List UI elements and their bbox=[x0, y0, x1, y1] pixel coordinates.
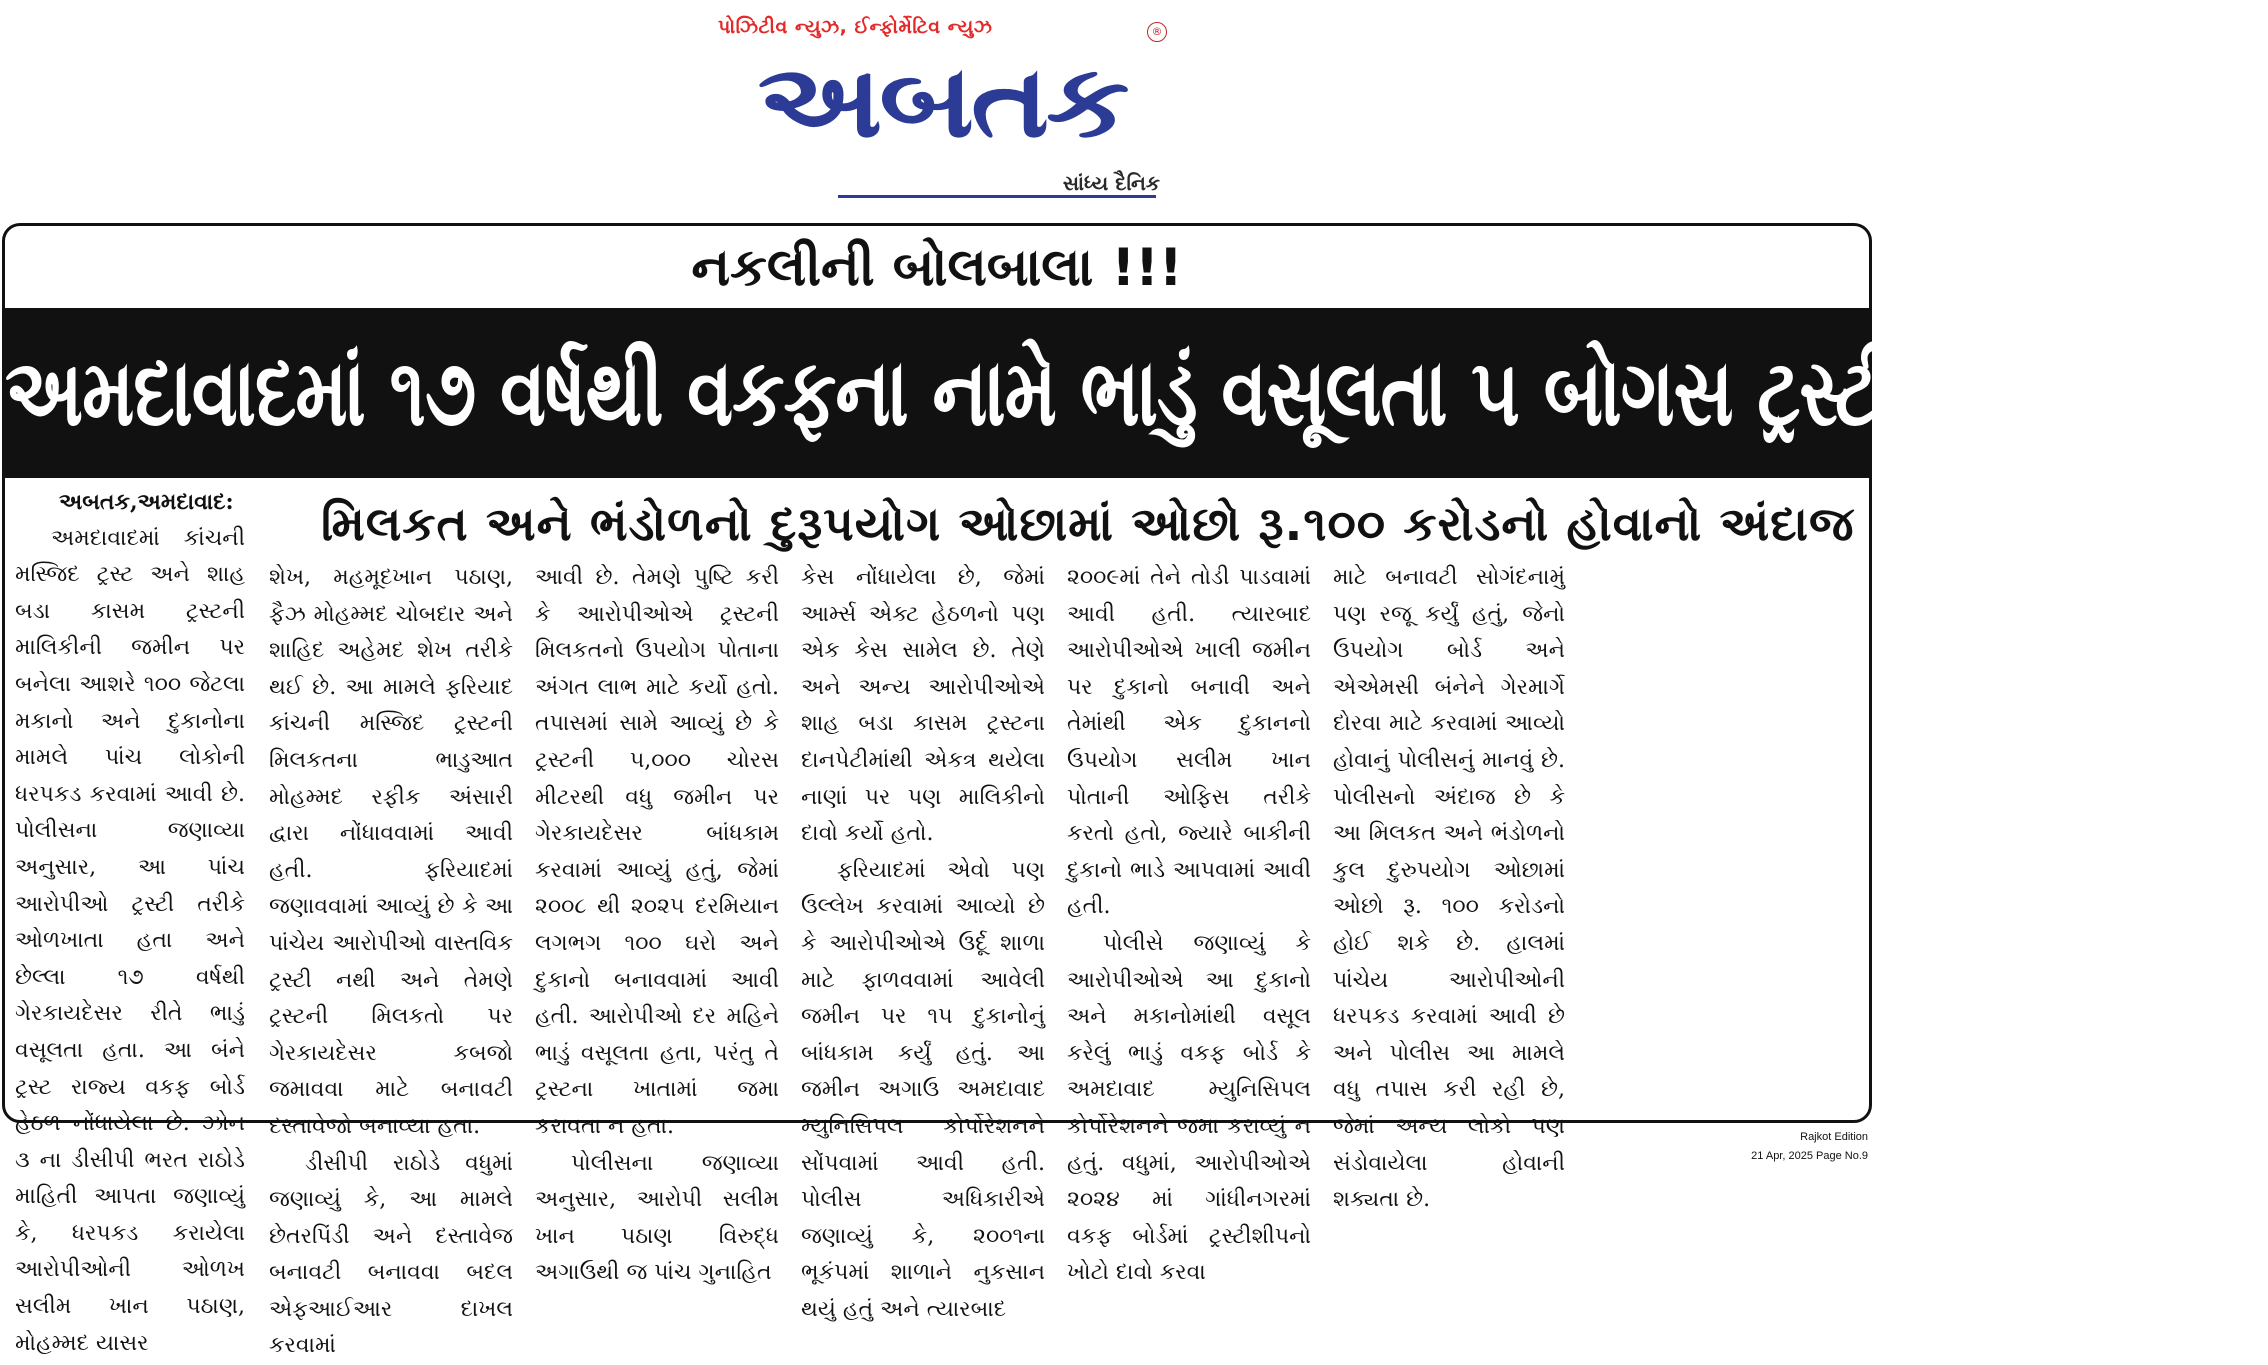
logo-underline bbox=[838, 195, 1156, 198]
column-paragraph: ફરિયાદમાં એવો પણ ઉલ્લેખ કરવામાં આવ્યો છે કે આરોપીઓએ ઉર્દૂ શાળા માટે ફાળવવામાં આવેલી જમીન પર ૧૫ દુકાનોનું બાંધકામ કર્યું હતું. આ જમીન અગાઉ અમદાવાદ મ્યુનિસિપલ કોર્પોરેશનને સોંપવામાં આવી હતી. પોલીસ અધિકારીએ જણાવ્યું કે, ૨૦૦૧ના ભૂકંપમાં શાળાને નુકસાન થયું હતું અને ત્યારબાદ bbox=[801, 853, 1045, 1329]
headline-band bbox=[5, 308, 1869, 478]
article-frame bbox=[2, 223, 1872, 1123]
article-column-6 bbox=[1333, 560, 1565, 1110]
column-paragraph: અમદાવાદમાં કાંચની મસ્જિદ ટ્રસ્ટ અને શાહ બડા કાસમ ટ્રસ્ટની માલિકીની જમીન પર બનેલા આશરે ૧૦૦ જેટલા મકાનો અને દુકાનોના મામલે પાંચ લોકોની ધરપકડ કરવામાં આવી છે. પોલીસના જણાવ્યા અનુસાર, આ પાંચ આરોપીઓ ટ્રસ્ટી તરીકે ઓળખાતા હતા અને છેલ્લા ૧૭ વર્ષથી ગેરકાયદેસર રીતે ભાડું વસૂલતા હતા. આ બંને ટ્રસ્ટ રાજ્ય વકફ બોર્ડ હેઠળ નોંધાયેલા છે. ઝોન ૩ ના ડીસીપી ભરત રાઠોડે માહિતી આપતા જણાવ્યું કે, ધરપકડ કરાયેલા આરોપીઓની ઓળખ સલીમ ખાન પઠાણ, મોહમ્મદ યાસર bbox=[15, 521, 245, 1363]
edition-type: સાંધ્ય દૈનિક bbox=[1030, 171, 1160, 195]
column-paragraph: કેસ નોંધાયેલા છે, જેમાં આર્મ્સ એક્ટ હેઠળનો પણ એક કેસ સામેલ છે. તેણે અને અન્ય આરોપીઓએ શાહ બડા કાસમ ટ્રસ્ટના દાનપેટીમાંથી એકત્ર થયેલા નાણાં પર પણ માલિકીનો દાવો કર્યો હતો. bbox=[801, 560, 1045, 853]
article-column-1 bbox=[15, 484, 245, 1110]
article-headline: અમદાવાદમાં ૧૭ વર્ષથી વકફના નામે ભાડું વસૂલતા ૫ બોગસ ટ્રસ્ટીઓ ઝડપાયા bbox=[5, 287, 1869, 500]
article-dateline: અબતક,અમદાવાદ: bbox=[15, 484, 245, 521]
article-column-2 bbox=[269, 560, 513, 1110]
article-kicker: નકલીની બોલબાલા !!! bbox=[5, 234, 1869, 302]
column-paragraph: પોલીસે જણાવ્યું કે આરોપીઓએ આ દુકાનો અને મકાનોમાંથી વસૂલ કરેલું ભાડું વકફ બોર્ડ કે અમદાવાદ મ્યુનિસિપલ કોર્પોરેશનને જમા કરાવ્યું ન હતું. વધુમાં, આરોપીઓએ ૨૦૨૪ માં ગાંધીનગરમાં વકફ બોર્ડમાં ટ્રસ્ટીશીપનો ખોટો દાવો કરવા bbox=[1067, 926, 1311, 1292]
column-paragraph: માટે બનાવટી સોગંદનામું પણ રજૂ કર્યું હતું, જેનો ઉપયોગ બોર્ડ અને એએમસી બંનેને ગેરમાર્ગે દોરવા માટે કરવામાં આવ્યો હોવાનું પોલીસનું માનવું છે. પોલીસનો અંદાજ છે કે આ મિલકત અને ભંડોળનો કુલ દુરુપયોગ ઓછામાં ઓછો રૂ. ૧૦૦ કરોડનો હોઈ શકે છે. હાલમાં પાંચેય આરોપીઓની ધરપકડ કરવામાં આવી છે અને પોલીસ આ મામલે વધુ તપાસ કરી રહી છે, જેમાં અન્ય લોકો પણ સંડોવાયેલા હોવાની શક્યતા છે. bbox=[1333, 560, 1565, 1219]
masthead-tagline: પોઝિટીવ ન્યુઝ, ઈન્ફોર્મેટિવ ન્યુઝ bbox=[718, 16, 1158, 38]
column-paragraph: શેખ, મહમૂદખાન પઠાણ, ફૈઝ મોહમ્મદ ચોબદાર અને શાહિદ અહેમદ શેખ તરીકે થઈ છે. આ મામલે ફરિયાદ કાંચની મસ્જિદ ટ્રસ્ટની મિલકતના ભાડુઆત મોહમ્મદ રફીક અંસારી દ્વારા નોંધાવવામાં આવી હતી. ફરિયાદમાં જણાવવામાં આવ્યું છે કે આ પાંચેય આરોપીઓ વાસ્તવિક ટ્રસ્ટી નથી અને તેમણે ટ્રસ્ટની મિલકતો પર ગેરકાયદેસર કબજો જમાવવા માટે બનાવટી દસ્તાવેજો બનાવ્યા હતા. bbox=[269, 560, 513, 1146]
footer-edition: Rajkot Edition bbox=[1648, 1131, 1868, 1143]
newspaper-logo: અબતક bbox=[712, 46, 1172, 157]
article-column-5 bbox=[1067, 560, 1311, 1110]
column-paragraph: ડીસીપી રાઠોડે વધુમાં જણાવ્યું કે, આ મામલે છેતરપિંડી અને દસ્તાવેજ બનાવટી બનાવવા બદલ એફઆઈઆર દાખલ કરવામાં bbox=[269, 1146, 513, 1365]
footer-date-page: 21 Apr, 2025 Page No.9 bbox=[1648, 1150, 1868, 1162]
article-column-4 bbox=[801, 560, 1045, 1110]
registered-mark: ® bbox=[1147, 22, 1167, 42]
column-paragraph: ૨૦૦૯માં તેને તોડી પાડવામાં આવી હતી. ત્યારબાદ આરોપીઓએ ખાલી જમીન પર દુકાનો બનાવી અને તેમાંથી એક દુકાનનો ઉપયોગ સલીમ ખાન પોતાની ઓફિસ તરીકે કરતો હતો, જ્યારે બાકીની દુકાનો ભાડે આપવામાં આવી હતી. bbox=[1067, 560, 1311, 926]
column-paragraph: આવી છે. તેમણે પુષ્ટિ કરી કે આરોપીઓએ ટ્રસ્ટની મિલકતનો ઉપયોગ પોતાના અંગત લાભ માટે કર્યો હતો. તપાસમાં સામે આવ્યું છે કે ટ્રસ્ટની ૫,૦૦૦ ચોરસ મીટરથી વધુ જમીન પર ગેરકાયદેસર બાંધકામ કરવામાં આવ્યું હતું, જેમાં ૨૦૦૮ થી ૨૦૨૫ દરમિયાન લગભગ ૧૦૦ ઘરો અને દુકાનો બનાવવામાં આવી હતી. આરોપીઓ દર મહિને ભાડું વસૂલતા હતા, પરંતુ તે ટ્રસ્ટના ખાતામાં જમા કરાવતા ન હતા. bbox=[535, 560, 779, 1146]
article-subheadline: મિલકત અને ભંડોળનો દુરૂપયોગ ઓછામાં ઓછો રૂ.૧૦૦ કરોડનો હોવાનો અંદાજ bbox=[321, 488, 1867, 562]
masthead bbox=[0, 0, 1877, 215]
column-paragraph: પોલીસના જણાવ્યા અનુસાર, આરોપી સલીમ ખાન પઠાણ વિરુદ્ધ અગાઉથી જ પાંચ ગુનાહિત bbox=[535, 1146, 779, 1292]
article-column-3 bbox=[535, 560, 779, 1110]
